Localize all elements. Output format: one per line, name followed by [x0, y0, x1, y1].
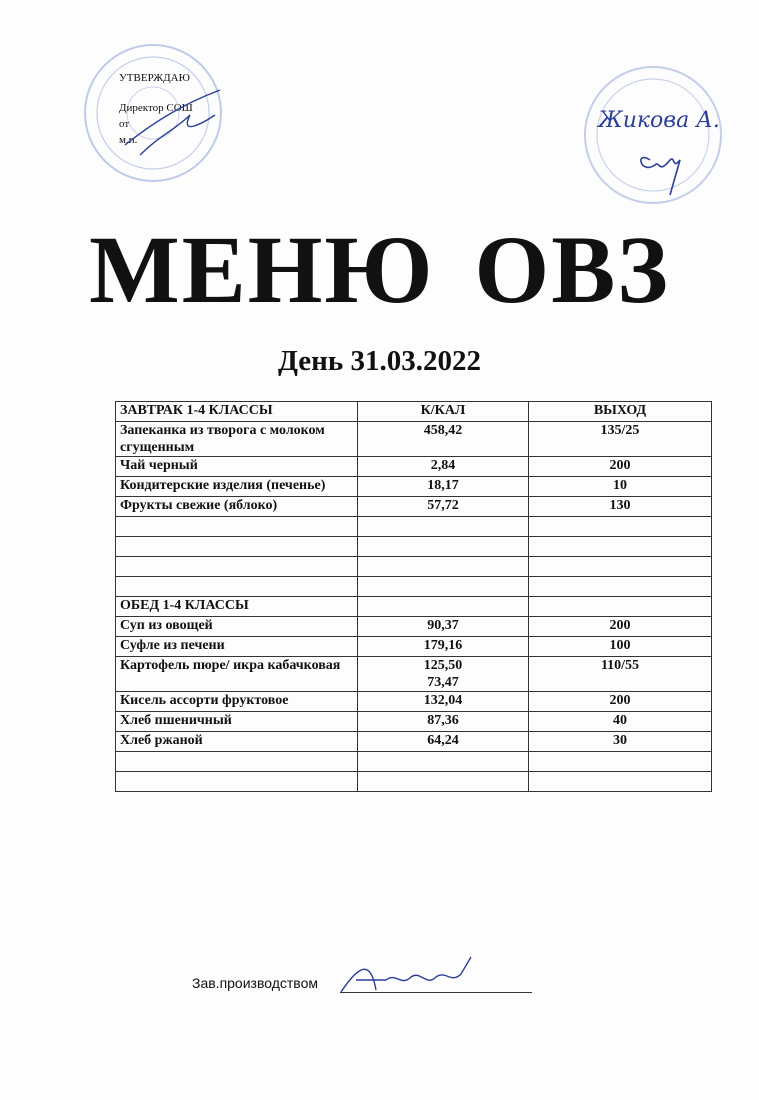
approval-director: Директор СОШ — [119, 102, 193, 114]
table-row — [116, 657, 712, 692]
right-signature-icon — [630, 130, 710, 200]
portion-cell: 110/55 — [529, 657, 712, 692]
kcal-cell — [358, 772, 529, 792]
approval-date: от — [119, 118, 130, 130]
kcal-cell: 132,04 — [358, 692, 529, 712]
table-row — [116, 477, 712, 497]
table-row — [116, 732, 712, 752]
table-row — [116, 402, 712, 422]
dish-cell — [116, 517, 358, 537]
portion-cell: 100 — [529, 637, 712, 657]
dish-cell — [116, 577, 358, 597]
portion-cell — [529, 772, 712, 792]
kcal-cell: 125,50 73,47 — [358, 657, 529, 692]
table-row — [116, 497, 712, 517]
approval-heading: УТВЕРЖДАЮ — [119, 72, 190, 84]
table-row — [116, 577, 712, 597]
portion-cell: 200 — [529, 692, 712, 712]
footer-label: Зав.производством — [192, 975, 318, 991]
dish-cell: ЗАВТРАК 1-4 КЛАССЫ — [116, 402, 358, 422]
table-row — [116, 772, 712, 792]
portion-cell: 200 — [529, 457, 712, 477]
kcal-cell — [358, 557, 529, 577]
table-row — [116, 517, 712, 537]
kcal-cell: 2,84 — [358, 457, 529, 477]
kcal-cell: 90,37 — [358, 617, 529, 637]
portion-cell: 130 — [529, 497, 712, 517]
portion-cell: 200 — [529, 617, 712, 637]
signature-name-right: Жикова А. — [598, 108, 720, 133]
dish-cell — [116, 557, 358, 577]
table-row — [116, 597, 712, 617]
dish-cell: Хлеб ржаной — [116, 732, 358, 752]
dish-cell: Суфле из печени — [116, 637, 358, 657]
kcal-cell: 18,17 — [358, 477, 529, 497]
portion-cell — [529, 597, 712, 617]
dish-cell: Картофель пюре/ икра кабачковая — [116, 657, 358, 692]
dish-cell: Кисель ассорти фруктовое — [116, 692, 358, 712]
portion-cell: 10 — [529, 477, 712, 497]
kcal-cell — [358, 597, 529, 617]
dish-cell — [116, 752, 358, 772]
portion-cell — [529, 577, 712, 597]
table-row — [116, 752, 712, 772]
table-row — [116, 692, 712, 712]
table-row — [116, 422, 712, 457]
portion-cell: 40 — [529, 712, 712, 732]
kcal-cell — [358, 517, 529, 537]
table-row — [116, 457, 712, 477]
footer-signature-icon — [336, 952, 476, 1002]
kcal-cell — [358, 537, 529, 557]
kcal-cell: 57,72 — [358, 497, 529, 517]
menu-date: День 31.03.2022 — [278, 345, 481, 377]
dish-cell: Чай черный — [116, 457, 358, 477]
kcal-cell — [358, 577, 529, 597]
menu-table — [115, 401, 712, 792]
kcal-cell: 87,36 — [358, 712, 529, 732]
dish-cell — [116, 772, 358, 792]
kcal-cell: 179,16 — [358, 637, 529, 657]
kcal-cell: К/КАЛ — [358, 402, 529, 422]
portion-cell — [529, 557, 712, 577]
table-row — [116, 617, 712, 637]
kcal-cell: 458,42 — [358, 422, 529, 457]
kcal-cell: 64,24 — [358, 732, 529, 752]
dish-cell: Фрукты свежие (яблоко) — [116, 497, 358, 517]
dish-cell: Хлеб пшеничный — [116, 712, 358, 732]
dish-cell: Кондитерские изделия (печенье) — [116, 477, 358, 497]
title-word-ovz: ОВЗ — [474, 216, 670, 323]
approval-seal-place: м.п. — [119, 134, 138, 146]
dish-cell: Суп из овощей — [116, 617, 358, 637]
dish-cell — [116, 537, 358, 557]
table-row — [116, 637, 712, 657]
portion-cell — [529, 517, 712, 537]
portion-cell — [529, 752, 712, 772]
portion-cell: 30 — [529, 732, 712, 752]
table-row — [116, 537, 712, 557]
portion-cell — [529, 537, 712, 557]
table-row — [116, 712, 712, 732]
dish-cell: ОБЕД 1-4 КЛАССЫ — [116, 597, 358, 617]
dish-cell: Запеканка из творога с молоком сгущенным — [116, 422, 358, 457]
director-signature-icon — [120, 85, 230, 165]
kcal-cell — [358, 752, 529, 772]
title-word-menu: МЕНЮ — [89, 216, 435, 323]
portion-cell: ВЫХОД — [529, 402, 712, 422]
table-row — [116, 557, 712, 577]
page-title — [0, 215, 759, 325]
portion-cell: 135/25 — [529, 422, 712, 457]
